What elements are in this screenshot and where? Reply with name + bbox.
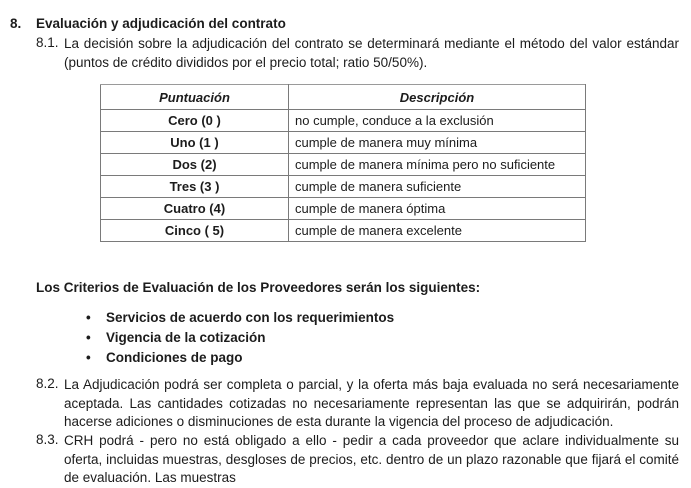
clause-8-2-number: 8.2. [36,376,59,391]
section-number: 8. [10,16,22,31]
score-cell: Tres (3 ) [101,176,289,198]
list-item [86,348,394,368]
clause-8-2-text: La Adjudicación podrá ser completa o parcial, y la oferta más baja evaluada no será necesariamente aceptada. Las cantidades cotizadas no necesariamente representan las que se adquirirán, podrán hacerse adiciones o disminuciones de esta durante la vigencia del proceso de adjudicación. [64,377,679,429]
clause-8-1-text: La decisión sobre la adjudicación del contrato se determinará mediante el método del valor estándar (puntos de crédito divididos por el precio total; ratio 50/50%). [64,36,679,70]
column-header-score: Puntuación [101,85,289,110]
clause-8-3-text: CRH podrá - pero no está obligado a ello - pedir a cada proveedor que aclare individualmente su oferta, incluidas muestras, desgloses de precios, etc. dentro de un plazo razonable que fijará el comité de evaluación. Las muestras [64,433,679,485]
bullet-icon: • [86,310,91,325]
description-cell: no cumple, conduce a la exclusión [289,110,586,132]
score-cell: Cero (0 ) [101,110,289,132]
criteria-item-text: Servicios de acuerdo con los requerimientos [106,310,395,325]
clause-8-3-number: 8.3. [36,432,59,447]
description-cell: cumple de manera suficiente [289,176,586,198]
table-row [101,154,586,176]
table-row [101,220,586,242]
clause-8-1-number: 8.1. [36,35,59,50]
bullet-icon: • [86,350,91,365]
table-header-row [101,85,586,110]
section-title: Evaluación y adjudicación del contrato [36,16,286,31]
table-row [101,110,586,132]
scoring-table [100,84,585,251]
description-cell: cumple de manera excelente [289,220,586,242]
list-item [86,328,394,348]
criteria-item-text: Condiciones de pago [106,350,243,365]
description-cell: cumple de manera óptima [289,198,586,220]
score-cell: Cinco ( 5) [101,220,289,242]
table-row [101,132,586,154]
score-cell: Dos (2) [101,154,289,176]
criteria-item-text: Vigencia de la cotización [106,330,266,345]
score-cell: Cuatro (4) [101,198,289,220]
description-cell: cumple de manera mínima pero no suficiente [289,154,586,176]
criteria-list [86,308,394,368]
table-row [101,176,586,198]
list-item [86,308,394,328]
table-row [101,198,586,220]
description-cell: cumple de manera muy mínima [289,132,586,154]
score-cell: Uno (1 ) [101,132,289,154]
bullet-icon: • [86,330,91,345]
column-header-description: Descripción [289,85,586,110]
criteria-heading: Los Criterios de Evaluación de los Proveedores serán los siguientes: [36,280,481,295]
